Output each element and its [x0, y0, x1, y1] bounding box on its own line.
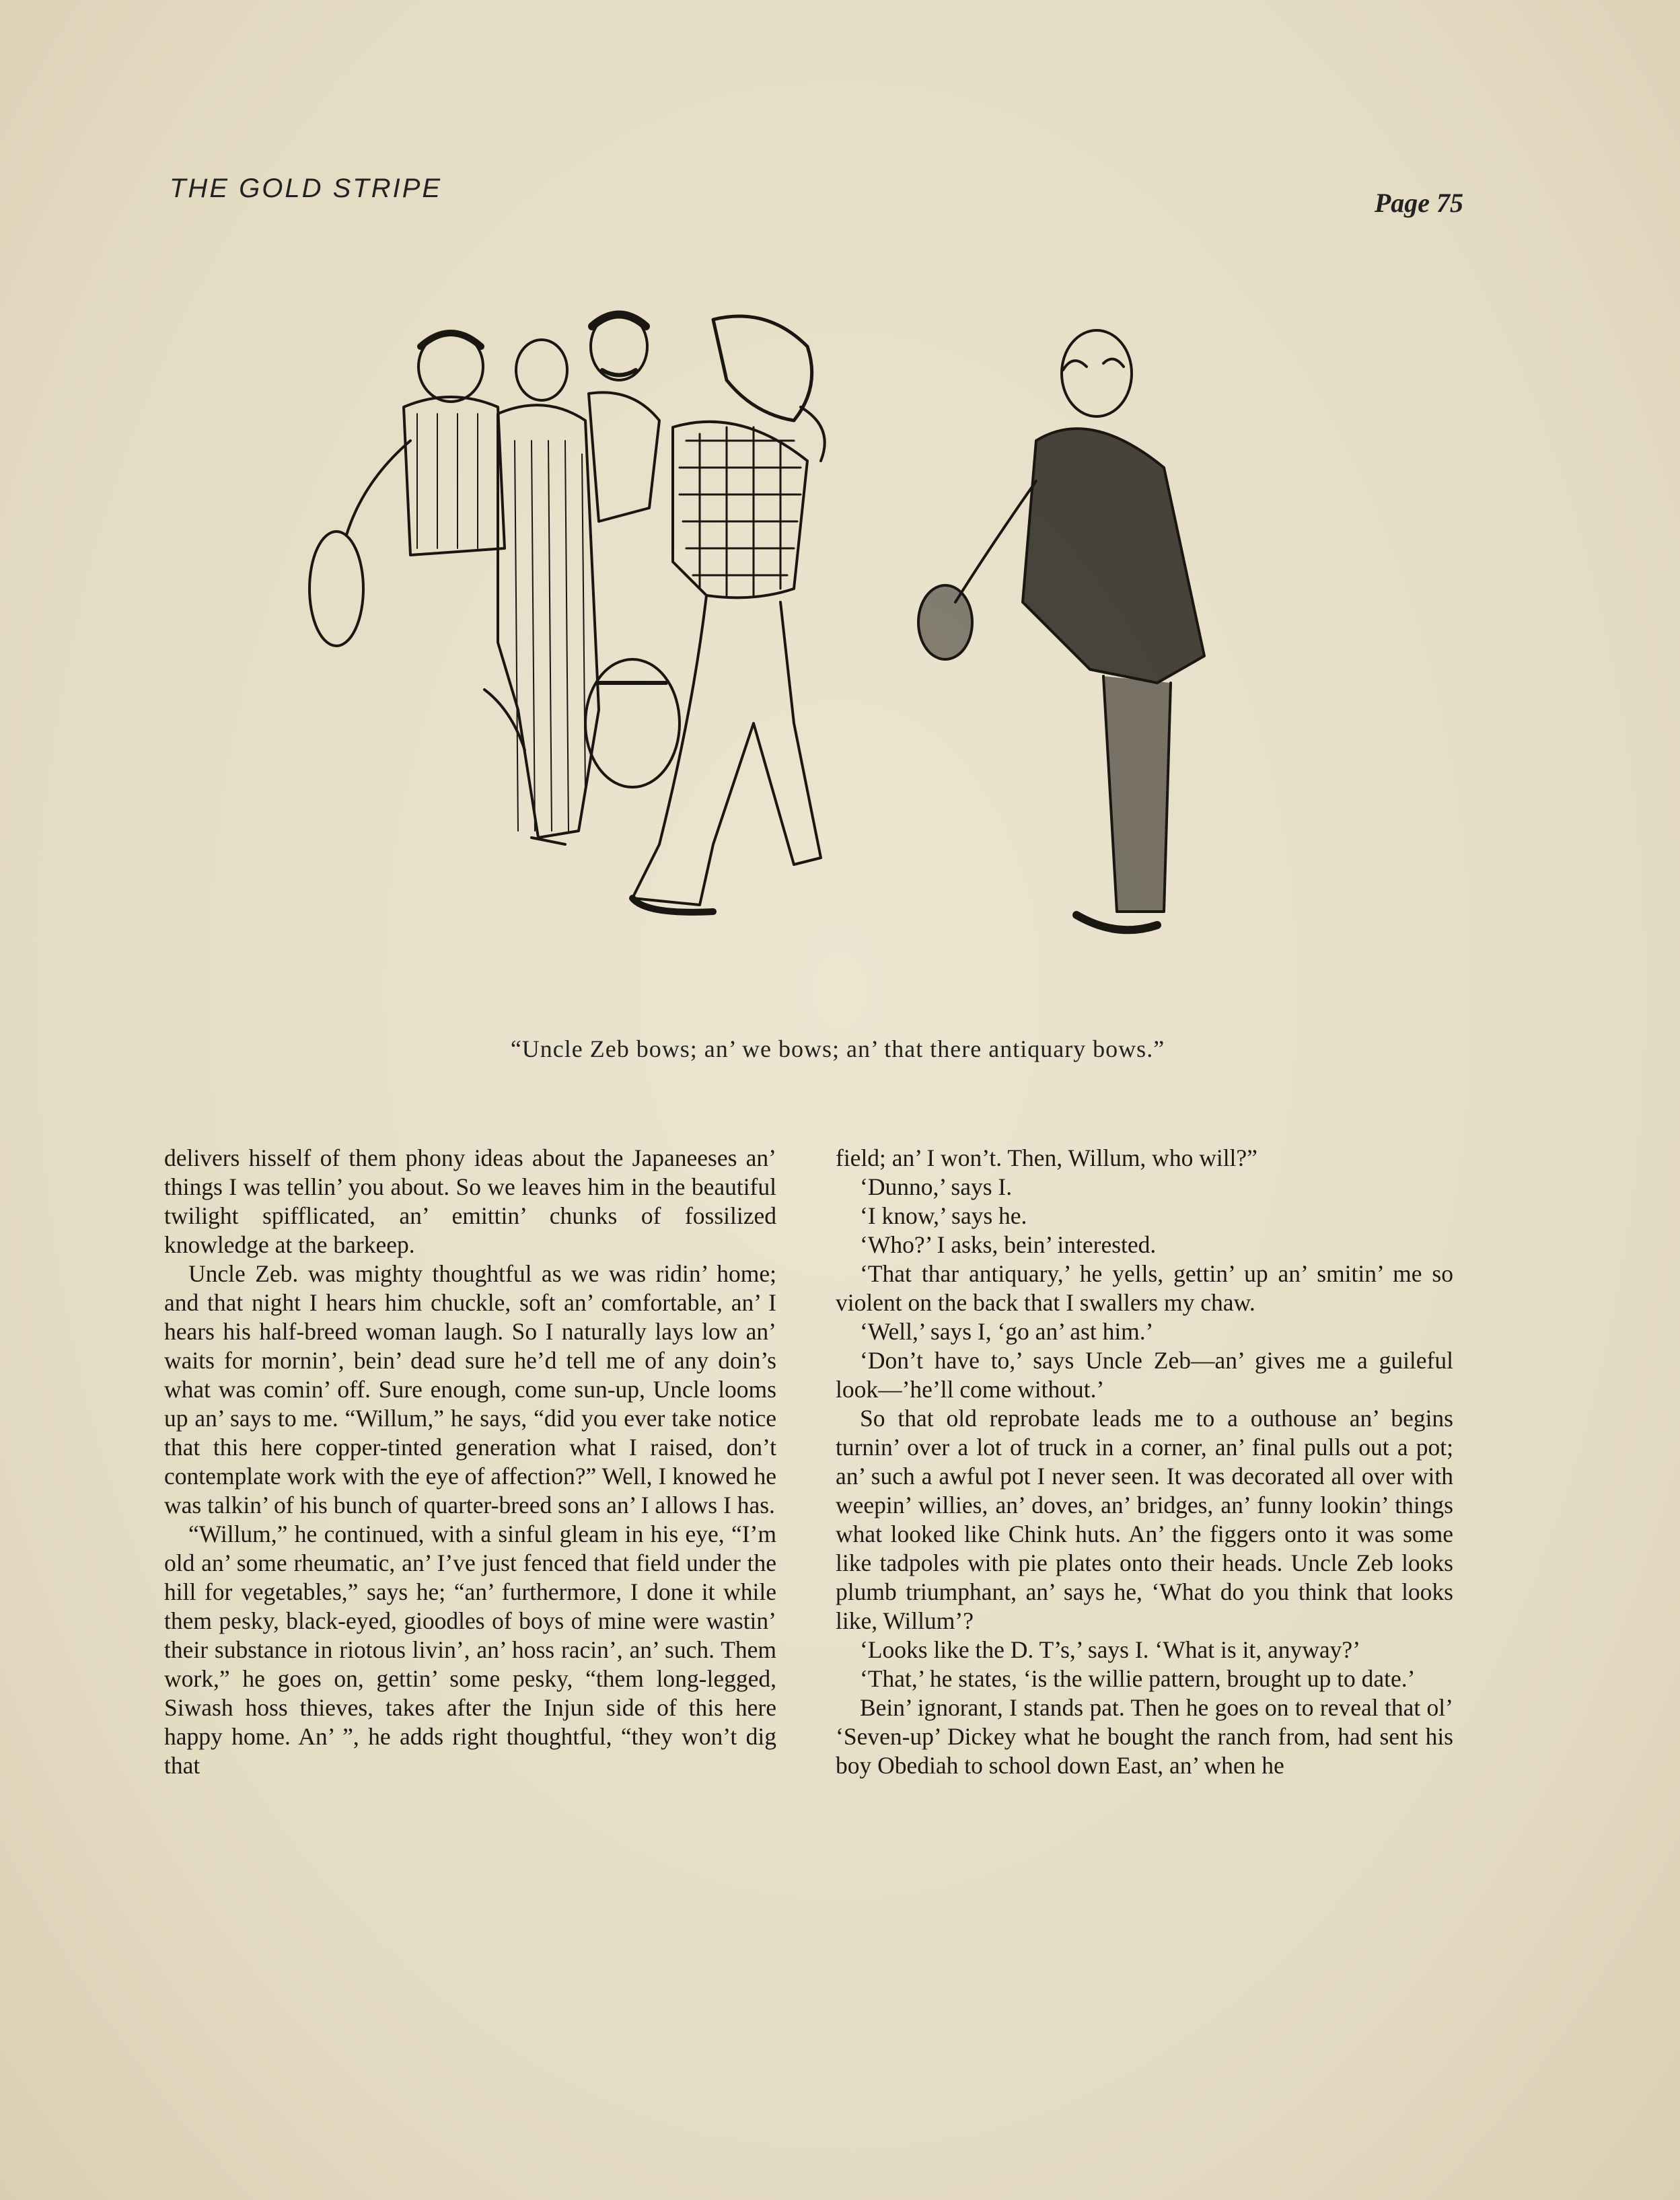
figure-antiquary — [918, 330, 1204, 930]
figure-striped-overalls — [484, 340, 599, 844]
running-title: THE GOLD STRIPE — [170, 174, 443, 203]
illustration — [283, 306, 1393, 1039]
paragraph: field; an’ I won’t. Then, Willum, who will?” — [836, 1144, 1257, 1171]
page-number: Page 75 — [1374, 188, 1463, 218]
left-column — [164, 1144, 776, 1780]
paragraph: ‘Looks like the D. T’s,’ says I. ‘What is it, anyway?’ — [860, 1636, 1361, 1663]
illustration-caption: “Uncle Zeb bows; an’ we bows; an’ that there antiquary bows.” — [510, 1035, 1165, 1062]
paragraph: “Willum,” he continued, with a sinful gleam in his eye, “I’m old an’ some rheumatic, an’ I’ve just fenced that field under the hill for vegetables,” says he; “an’ furthermore, I done it while them pesky, black-eyed, gioodles of boys of mine were wastin’ their substance in riotous livin’, an’ hoss racin’, an’ such. Them work,” he goes on, gettin’ some pesky, “them long-legged, Siwash hoss thieves, takes after the Injun side of this here happy home. An’ ”, he adds right thoughtful, “they won’t dig that — [164, 1520, 776, 1779]
paragraph: ‘Well,’ says I, ‘go an’ ast him.’ — [860, 1318, 1154, 1345]
paragraph: So that old reprobate leads me to a outhouse an’ begins turnin’ over a lot of truck in a corner, an’ final pulls out a pot; an’ such a awful pot I never seen. It was decorated all over with weepin’ willies, an’ doves, an’ bridges, an’ funny lookin’ things what looked like Chink huts. An’ the figgers onto it was some like tadpoles with pie plates onto their heads. Uncle Zeb looks plumb triumphant, an’ says he, ‘What do you think that looks like, Willum’? — [836, 1405, 1453, 1634]
paragraph: ‘That thar antiquary,’ he yells, gettin’ up an’ smitin’ me so violent on the back that I swallers my chaw. — [836, 1260, 1453, 1316]
figure-mustache-man — [589, 313, 659, 521]
paragraph: ‘I know,’ says he. — [860, 1202, 1027, 1229]
paragraph: ‘Dunno,’ says I. — [860, 1173, 1013, 1200]
right-column — [836, 1144, 1453, 1780]
paragraph: ‘Don’t have to,’ says Uncle Zeb—an’ gives me a guileful look—’he’ll come without.’ — [836, 1347, 1453, 1403]
paragraph: Bein’ ignorant, I stands pat. Then he goes on to reveal that ol’ ‘Seven-up’ Dickey what he bought the ranch from, had sent his boy Obediah to school down East, an’ when he — [836, 1694, 1453, 1779]
figure-back-left — [309, 332, 505, 646]
paragraph: ‘Who?’ I asks, bein’ interested. — [860, 1231, 1157, 1258]
paragraph: ‘That,’ he states, ‘is the willie pattern, brought up to date.’ — [860, 1665, 1416, 1692]
figure-uncle-zeb — [585, 316, 825, 912]
paragraph: delivers hisself of them phony ideas about the Japaneeses an’ things I was tellin’ you about. So we leaves him in the beautiful twilight spifflicated, an’ emittin’ chunks of fossilized knowledge at the barkeep. — [164, 1144, 776, 1258]
paragraph: Uncle Zeb. was mighty thoughtful as we was ridin’ home; and that night I hears him chuckle, soft an’ comfortable, an’ I hears his half-breed woman laugh. So I naturally lays low an’ waits for mornin’, bein’ dead sure he’d tell me of any doin’s what was comin’ off. Sure enough, come sun-up, Uncle looms up an’ says to me. “Willum,” he says, “did you ever take notice that this here copper-tinted generation what I raised, don’t contemplate work with the eye of affection?” Well, I knowed he was talkin’ of his bunch of quarter-breed sons an’ I allows I has. — [164, 1260, 776, 1518]
